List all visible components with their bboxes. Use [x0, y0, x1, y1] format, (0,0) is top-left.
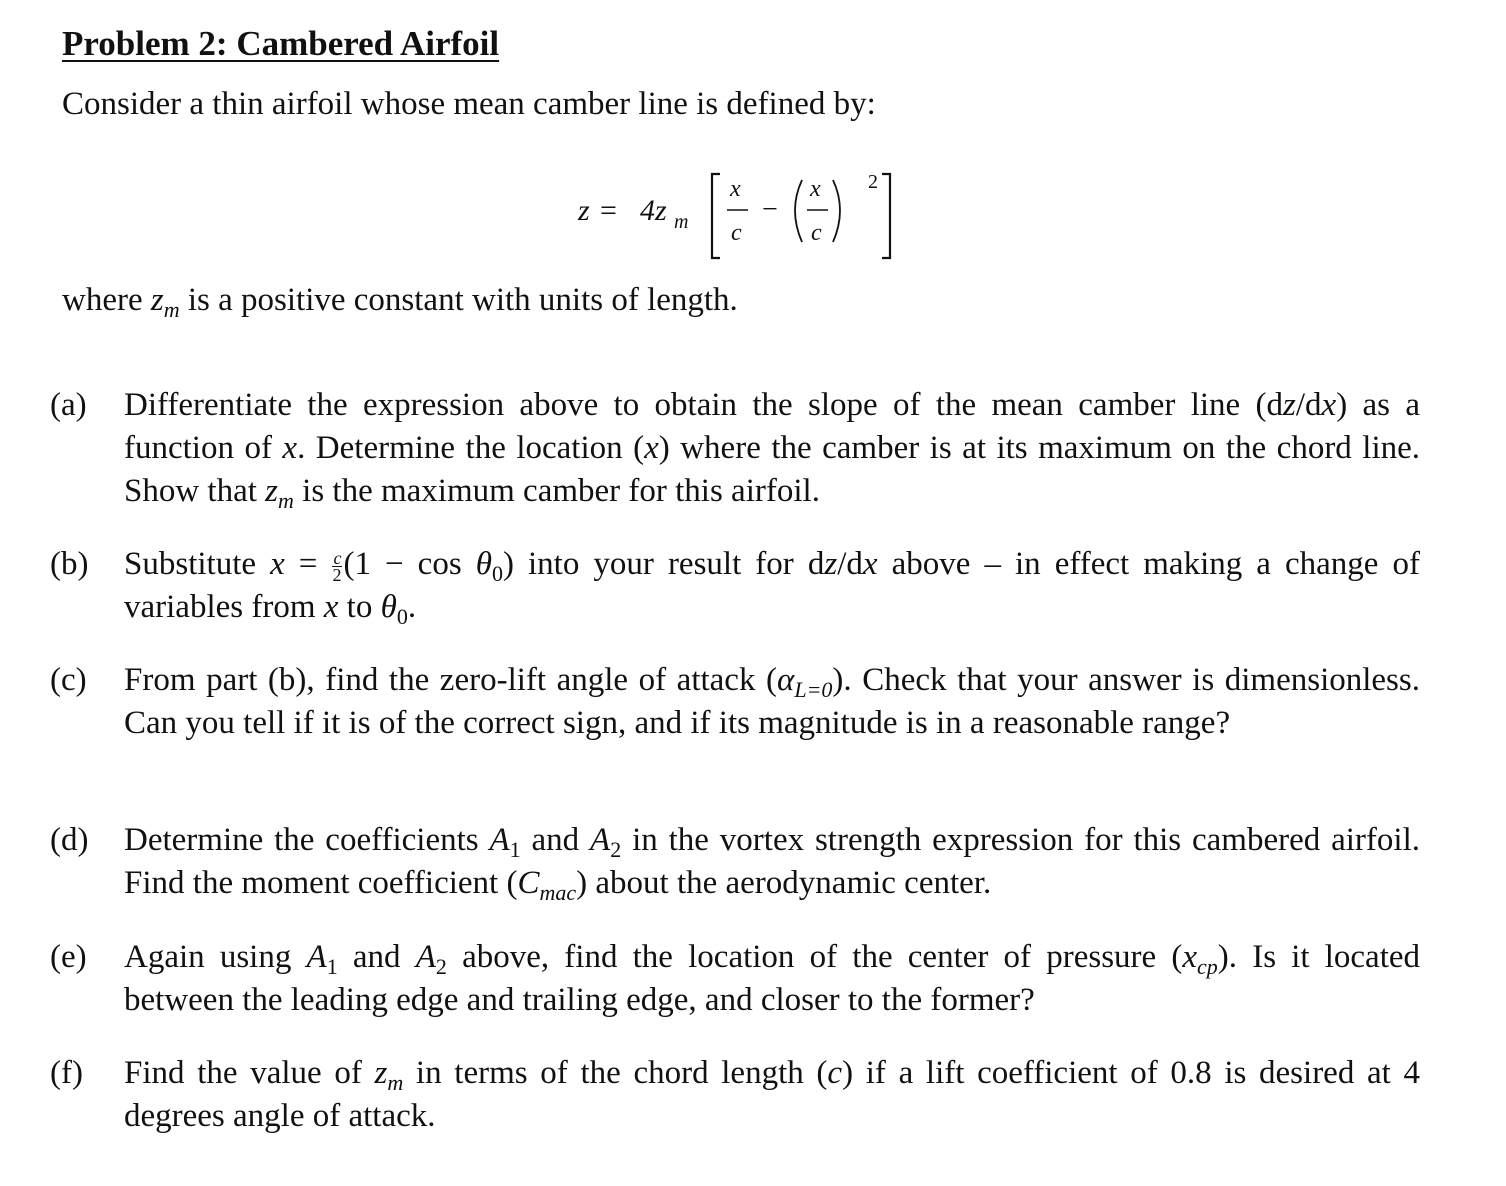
- eq-exponent: 2: [868, 171, 878, 193]
- c-over-2-fraction: $\frac{c}{2}$: [332, 547, 342, 585]
- part-b-label: (b): [50, 546, 89, 582]
- where-text: where $z_m$ is a positive constant with units of length.: [62, 282, 738, 322]
- part-f-label: (f): [50, 1055, 83, 1091]
- eq-frac2-den: c: [811, 220, 822, 246]
- part-c-label: (c): [50, 662, 87, 698]
- part-b-text: Substitute x = $\frac{c}{2}$ $(1 - \cos \theta_0)$ into your result for dz/dx above – in effect making a change of variables from x to $\theta_0$.: [124, 546, 1421, 629]
- part-d-text: Determine the coefficients $A_1$ and $A_2$ in the vortex strength expression for this cambered airfoil. Find the moment coefficient $(C_{mac})$ about the aerodynamic center.: [124, 822, 1420, 905]
- right-paren: [833, 180, 840, 242]
- camber-line-equation: [570, 158, 910, 268]
- eq-frac1-den: c: [731, 220, 742, 246]
- intro-text: Consider a thin airfoil whose mean camber line is defined by:: [62, 86, 876, 122]
- right-bracket: [882, 174, 890, 258]
- part-a-label: (a): [50, 387, 87, 423]
- part-e-text: Again using $A_1$ and $A_2$ above, find the location of the center of pressure $(x_{cp})$. Is it located between the leading edge and trailing edge, and closer to the former?: [124, 939, 1421, 1018]
- part-a-text: Differentiate the expression above to obtain the slope of the mean camber line (dz/dx) as a function of x. Determine the location (x) where the camber is at its maximum on the chord line. Show that $z_m$ is the maximum camber for this airfoil.: [124, 387, 1421, 513]
- part-f-text: Find the value of $z_m$ in terms of the chord length (c) if a lift coefficient of 0.8 is desired at 4 degrees angle of attack.: [124, 1055, 1421, 1134]
- part-e-label: (e): [50, 939, 87, 975]
- eq-minus: −: [762, 194, 778, 225]
- page-title: Problem 2: Cambered Airfoil: [62, 24, 500, 63]
- part-d-label: (d): [50, 822, 89, 858]
- left-bracket: [712, 174, 720, 258]
- eq-coef: 4z: [640, 194, 667, 227]
- part-c-text: From part (b), find the zero-lift angle of attack $(\alpha_{L=0})$. Check that your answer is dimensionless. Can you tell if it is of the correct sign, and if its magnitude is in a reasonable range?: [124, 662, 1420, 741]
- eq-equals: =: [600, 194, 617, 227]
- eq-coef-sub: m: [674, 211, 689, 233]
- left-paren: [795, 180, 802, 242]
- eq-frac1-num: x: [730, 176, 741, 202]
- eq-lhs: z: [578, 194, 590, 227]
- eq-frac2-num: x: [810, 176, 821, 202]
